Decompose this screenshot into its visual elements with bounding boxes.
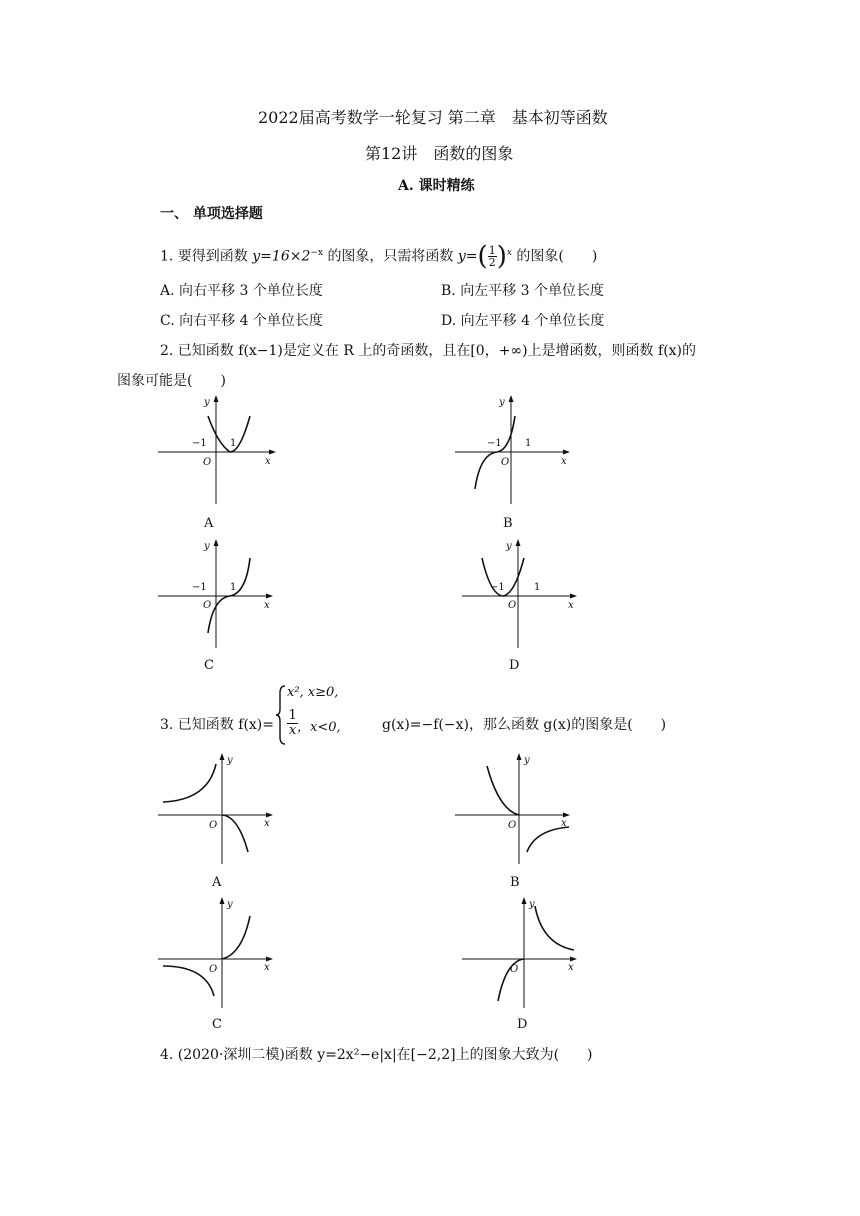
x-axis-arrow [266,594,273,599]
q1-paren-left: ( [477,241,488,272]
q2-graph-c [158,538,283,653]
x-axis-arrow [563,450,570,455]
x-label: x [264,818,270,829]
x-label: x [561,456,567,467]
q2-line-2: 图象可能是( ) [117,373,226,389]
q3-graph-b [455,752,580,867]
q3-case-2-den: x [289,723,297,738]
origin-label: O [508,600,517,611]
q1-text-b: 的图象，只需将函数 [327,248,454,265]
y-label: y [227,755,233,766]
x-axis-arrow [563,813,570,818]
q3-graph-d [462,896,587,1011]
q3-caption-d: D [517,1017,528,1032]
x-label: x [561,818,567,829]
q1-exp-b: x [506,247,512,258]
q2-graph-c-svg [158,538,283,653]
tick-minus-1: −1 [490,582,505,593]
curve [208,416,250,452]
origin-label: O [501,457,510,468]
q3-text-b: g(x)=−f(−x)，那么函数 g(x)的图象是( ) [382,717,667,733]
q3-graph-b-svg [455,752,580,867]
q2-graph-d-svg [462,538,587,653]
curve-left [487,766,519,815]
y-axis-arrow [214,539,219,546]
document-title: 2022届高考数学一轮复习 第二章 基本初等函数 [258,108,608,127]
q3-case-2-tail: ，x<0, [297,720,341,735]
tick-minus-1: −1 [192,582,207,593]
q1-paren-right: ) [496,241,507,272]
curve-left [163,764,216,802]
q2-line-1: 2. 已知函数 f(x−1)是定义在 R 上的奇函数，且在[0，+∞)上是增函数，则函数 f(x)的 [160,343,697,359]
y-label: y [506,541,512,552]
tick-1: 1 [525,438,532,449]
q2-graph-a [158,394,283,509]
x-label: x [568,962,574,973]
q2-caption-c: C [204,658,214,673]
tick-1: 1 [230,438,237,449]
x-axis-arrow [269,450,276,455]
tick-1: 1 [534,582,541,593]
q1-frac-num: 1 [488,244,496,257]
tick-minus-1: −1 [192,438,207,449]
y-label: y [227,899,233,910]
q3-brace [276,685,286,745]
x-axis-arrow [570,957,577,962]
q2-graph-d [462,538,587,653]
q3-graph-a-svg [158,752,283,867]
x-label: x [264,962,270,973]
q1-text-a: 1. 要得到函数 [160,248,248,265]
q2-graph-b-svg [455,394,580,509]
q3-caption-a: A [212,875,222,890]
x-label: x [264,600,270,611]
q3-graph-d-svg [462,896,587,1011]
origin-label: O [203,600,212,611]
curve-right [535,906,574,950]
y-axis-arrow [220,897,225,904]
q2-caption-a: A [204,516,214,531]
q3-caption-c: C [212,1017,222,1032]
q1-option-b: B. 向左平移 3 个单位长度 [441,283,604,299]
q3-graph-a [158,752,283,867]
q1-option-c: C. 向右平移 4 个单位长度 [160,313,323,329]
q3-graph-c-svg [158,896,283,1011]
curve-right [222,815,248,852]
y-label: y [524,755,530,766]
x-label: x [568,600,574,611]
q3-caption-b: B [510,875,520,890]
y-axis-arrow [220,753,225,760]
q2-caption-d: D [509,658,520,673]
x-label: x [265,456,271,467]
tick-1: 1 [230,582,237,593]
q2-graph-b [455,394,580,509]
x-axis-arrow [266,957,273,962]
q2-caption-b: B [503,516,513,531]
y-label: y [204,541,210,552]
part-heading: 一、 单项选择题 [160,206,263,222]
section-title: A. 课时精练 [398,178,475,194]
q1-fraction [488,245,497,268]
curve-right [527,827,569,852]
q3-case-2-num: 1 [288,708,297,723]
y-axis-arrow [509,395,514,402]
tick-minus-1: −1 [487,438,502,449]
q1-option-a: A. 向右平移 3 个单位长度 [160,283,323,299]
origin-label: O [508,820,517,831]
origin-label: O [209,820,218,831]
question-1 [160,241,598,272]
origin-label: O [510,964,519,975]
origin-label: O [203,457,212,468]
q1-frac-den: 2 [488,256,496,269]
question-4: 4. (2020·深圳二模)函数 y=2x²−e|x|在[−2,2]上的图象大致为( ) [160,1047,593,1063]
origin-label: O [209,964,218,975]
y-label: y [499,397,505,408]
curve-right [222,916,250,959]
q1-formula-a: y=16×2 [252,248,311,265]
y-axis-arrow [516,539,521,546]
q2-graph-a-svg [158,394,283,509]
y-label: y [529,899,535,910]
y-axis-arrow [522,897,527,904]
y-label: y [204,397,210,408]
y-axis-arrow [517,753,522,760]
q1-exp-a: −x [310,247,323,258]
x-axis-arrow [570,594,577,599]
q1-option-d: D. 向左平移 4 个单位长度 [441,313,605,329]
curve-left [163,966,214,996]
lecture-title: 第12讲 函数的图象 [365,144,514,163]
x-axis-arrow [266,813,273,818]
q1-text-c: 的图象( ) [516,248,598,265]
q3-case-1: x², x≥0, [287,685,339,700]
y-axis-arrow [214,395,219,402]
q3-graph-c [158,896,283,1011]
q1-formula-b: y= [457,248,478,265]
q3-text-a: 3. 已知函数 f(x)= [160,717,274,733]
